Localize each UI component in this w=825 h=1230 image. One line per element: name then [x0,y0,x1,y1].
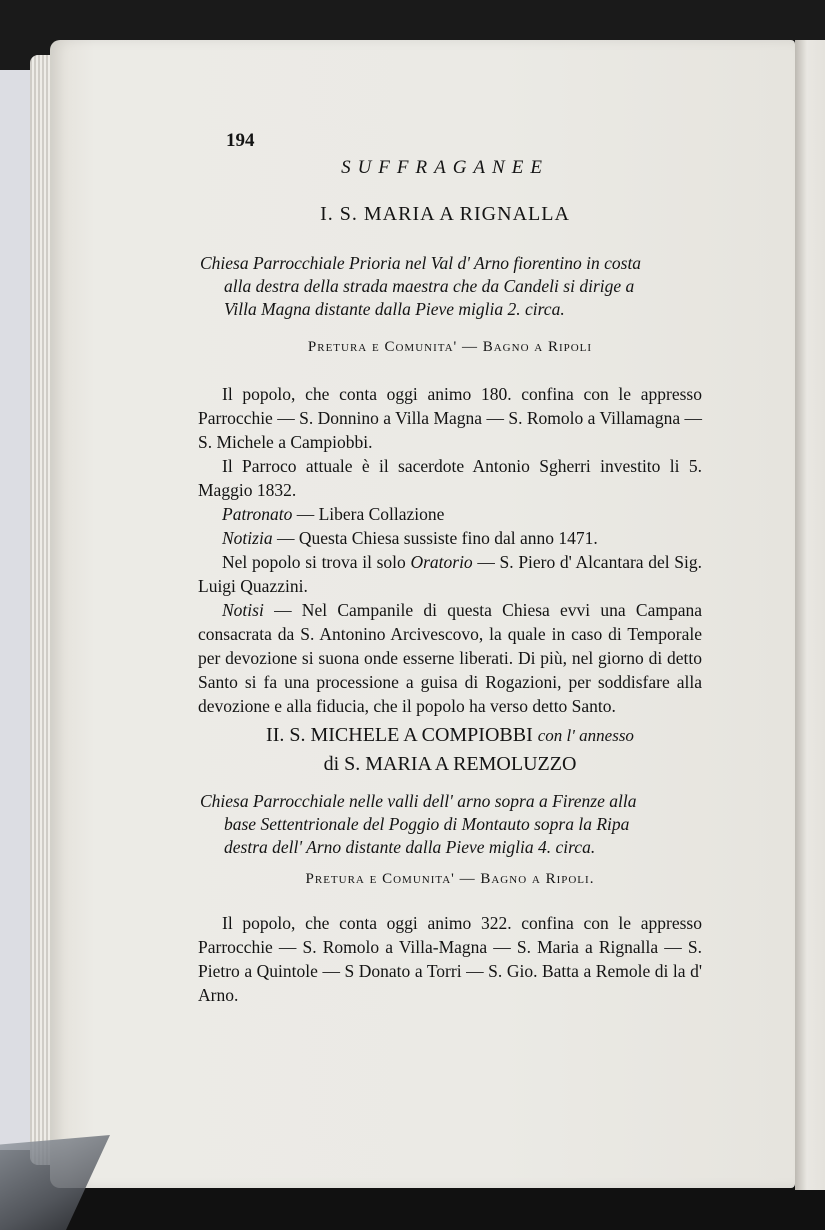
section2-title-main: II. S. MICHELE A COMPIOBBI [266,724,533,746]
paragraph: Il popolo, che conta oggi animo 322. confina con le appresso Parrocchie — S. Romolo a Villa-Magna — S. Maria a Rignalla — S. Pietro a Quintole — S Donato a Torri — S. Gio. Batta a Remole di la d' Arno. [198,913,702,1005]
paragraph-label: Notisi [222,600,264,620]
paragraph [198,526,702,550]
section2-desc-line: Chiesa Parrocchiale nelle valli dell' arno sopra a Firenze alla [200,791,637,811]
section1-desc-line: Villa Magna distante dalla Pieve miglia 2. circa. [224,299,565,319]
section2-desc-line: base Settentrionale del Poggio di Montauto sopra la Ripa [224,814,630,834]
section2-description [200,790,700,859]
section1-title: I. S. MARIA A RIGNALLA [320,203,570,225]
paragraph [198,598,702,718]
section2-body [198,911,702,1007]
paragraph-label: Patronato [222,504,293,524]
section2-title-sub: di S. MARIA A REMOLUZZO [323,753,577,775]
paragraph-text: — S. Piero d' Alcantara del Sig. Luigi Quazzini. [198,552,703,596]
paragraph: Il Parroco attuale è il sacerdote Antonio Sgherri investito li 5. Maggio 1832. [198,456,702,500]
section2-title-annex: con l' annesso [537,726,634,745]
section1-body [198,382,702,718]
page-number: 194 [226,130,255,151]
section1-desc-line: Chiesa Parrocchiale Prioria nel Val d' Arno fiorentino in costa [200,253,642,273]
paragraph-text: — Questa Chiesa sussiste fino dal anno 1471. [272,528,598,548]
facing-page-edge [795,40,825,1190]
paragraph: Il popolo, che conta oggi animo 180. confina con le appresso Parrocchie — S. Donnino a Villa Magna — S. Romolo a Villamagna — S. Michele a Campiobbi. [198,384,702,452]
paragraph [198,550,702,598]
section2-pretura: Pretura e Comunita' — Bagno a Ripoli. [305,871,595,887]
section1-desc-line: alla destra della strada maestra che da Candeli si dirige a [224,276,635,296]
section1-pretura: Pretura e Comunita' — Bagno a Ripoli [307,339,593,355]
paragraph-text: Nel popolo si trova il solo [222,552,411,572]
paragraph-label: Notizia [222,528,273,548]
running-head: SUFFRAGANEE [341,157,549,178]
paragraph-text: — Libera Collazione [292,504,445,524]
section2-title [200,721,700,778]
paragraph-label: Oratorio [410,552,473,572]
paragraph-text: — Nel Campanile di questa Chiesa evvi una Campana consacrata da S. Antonino Arcivescovo, la quale in caso di Temporale per devozione si suona onde esserne liberati. Di più, nel giorno di detto Santo si fa una processione a guisa di Rogazioni, per soddisfare alla devozione e alla fiducia, che il popolo ha verso detto Santo. [198,600,702,716]
section1-description [200,252,700,321]
section2-desc-line: destra dell' Arno distante dalla Pieve miglia 4. circa. [224,837,596,857]
paragraph [198,502,702,526]
